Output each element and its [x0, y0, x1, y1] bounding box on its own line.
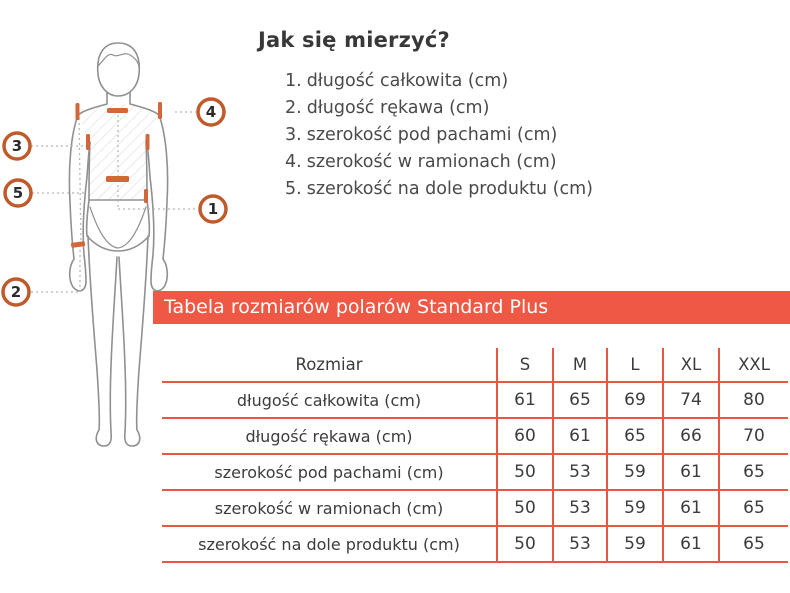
measurement-item-2	[285, 95, 588, 122]
row-3-value-xl: 61	[663, 454, 719, 490]
item-3-number: 3.	[285, 125, 302, 145]
item-5-number: 5.	[285, 179, 302, 199]
row-1-value-xxl: 80	[719, 382, 788, 418]
table-row	[162, 454, 788, 490]
row-1-value-s: 61	[497, 382, 553, 418]
figure-marker-5	[5, 180, 31, 206]
item-2-number: 2.	[285, 98, 302, 118]
item-1-number: 1.	[285, 71, 302, 91]
header-rozmiar: Rozmiar	[162, 348, 497, 382]
marker-5-number: 5	[12, 184, 24, 202]
header-size-xl: XL	[663, 348, 719, 382]
row-2-value-m: 61	[553, 418, 607, 454]
header-size-l: L	[607, 348, 663, 382]
row-5-value-xxl: 65	[719, 526, 788, 562]
row-3-value-s: 50	[497, 454, 553, 490]
figure-marker-3	[4, 133, 30, 159]
item-5-label: szerokość na dole produktu (cm)	[306, 179, 593, 199]
row-1-value-xl: 74	[663, 382, 719, 418]
row-2-label: długość rękawa (cm)	[162, 418, 497, 454]
table-row	[162, 526, 788, 562]
measurement-item-4	[285, 149, 588, 176]
figure-marker-2	[3, 279, 29, 305]
item-4-label: szerokość w ramionach (cm)	[306, 152, 557, 172]
size-table	[162, 348, 788, 563]
item-1-label: długość całkowita (cm)	[306, 71, 509, 91]
row-3-value-xxl: 65	[719, 454, 788, 490]
figure-marker-4	[198, 99, 224, 125]
table-row	[162, 382, 788, 418]
table-row	[162, 490, 788, 526]
row-4-value-xxl: 65	[719, 490, 788, 526]
row-5-value-xl: 61	[663, 526, 719, 562]
item-2-label: długość rękawa (cm)	[306, 98, 490, 118]
measurement-list	[258, 68, 593, 203]
row-2-value-l: 65	[607, 418, 663, 454]
item-3-label: szerokość pod pachami (cm)	[306, 125, 558, 145]
how-to-measure-section	[258, 28, 593, 203]
row-3-label: szerokość pod pachami (cm)	[162, 454, 497, 490]
row-2-value-xl: 66	[663, 418, 719, 454]
row-4-label: szerokość w ramionach (cm)	[162, 490, 497, 526]
row-1-label: długość całkowita (cm)	[162, 382, 497, 418]
header-size-s: S	[497, 348, 553, 382]
row-5-label: szerokość na dole produktu (cm)	[162, 526, 497, 562]
table-title: Tabela rozmiarów polarów Standard Plus	[164, 296, 549, 318]
row-3-value-m: 53	[553, 454, 607, 490]
row-5-value-m: 53	[553, 526, 607, 562]
table-row	[162, 418, 788, 454]
measurement-item-5	[285, 176, 593, 203]
size-table-header-row	[162, 348, 788, 382]
marker-2-number: 2	[10, 283, 22, 301]
marker-4-number: 4	[205, 103, 217, 121]
row-4-value-s: 50	[497, 490, 553, 526]
measurement-item-1	[285, 68, 588, 95]
row-5-value-l: 59	[607, 526, 663, 562]
item-4-number: 4.	[285, 152, 302, 172]
marker-3-number: 3	[11, 137, 23, 155]
marker-1-number: 1	[207, 200, 219, 218]
row-5-value-s: 50	[497, 526, 553, 562]
row-4-value-l: 59	[607, 490, 663, 526]
table-title-banner	[153, 291, 790, 324]
row-1-value-m: 65	[553, 382, 607, 418]
measurement-item-3	[285, 122, 588, 149]
header-size-xxl: XXL	[719, 348, 788, 382]
row-1-value-l: 69	[607, 382, 663, 418]
how-to-title: Jak się mierzyć?	[258, 28, 450, 52]
row-4-value-m: 53	[553, 490, 607, 526]
row-2-value-s: 60	[497, 418, 553, 454]
row-4-value-xl: 61	[663, 490, 719, 526]
figure-marker-1	[200, 196, 226, 222]
row-2-value-xxl: 70	[719, 418, 788, 454]
row-3-value-l: 59	[607, 454, 663, 490]
header-size-m: M	[553, 348, 607, 382]
